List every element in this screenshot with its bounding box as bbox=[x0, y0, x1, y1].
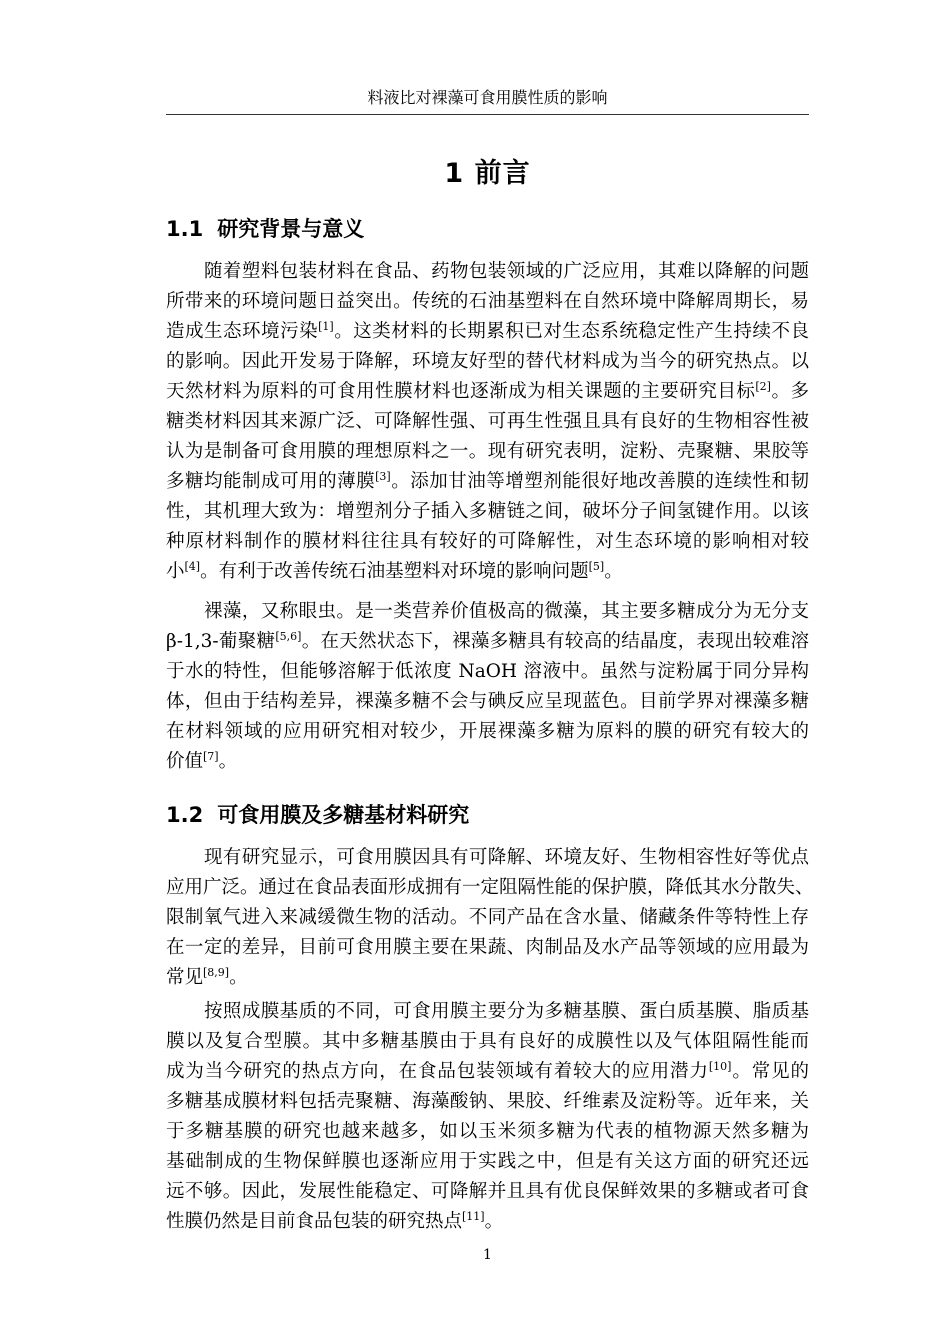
section-title: 可食用膜及多糖基材料研究 bbox=[217, 803, 470, 827]
text-line: 性，其机理大致为：增塑剂分子插入多糖链之间，破坏分子间氢键作用。以该 bbox=[166, 501, 809, 522]
text-line: 在一定的差异，目前可食用膜主要在果蔬、肉制品及水产品等领域的应用最为 bbox=[166, 937, 809, 958]
text-line: 所带来的环境问题日益突出。传统的石油基塑料在自然环境中降解周期长，易 bbox=[166, 291, 809, 312]
text-line: 天然材料为原料的可食用性膜材料也逐渐成为相关课题的主要研究目标[2]。多 bbox=[166, 380, 809, 402]
section-heading-1-2 bbox=[166, 800, 809, 830]
text-line: β-1,3-葡聚糖[5,6]。在天然状态下，裸藻多糖具有较高的结晶度，表现出较难溶 bbox=[166, 630, 809, 652]
text-line: 小[4]。有利于改善传统石油基塑料对环境的影响问题[5]。 bbox=[166, 560, 623, 582]
text-line: 多糖基成膜材料包括壳聚糖、海藻酸钠、果胶、纤维素及淀粉等。近年来，关 bbox=[166, 1091, 809, 1112]
text-line: 裸藻，又称眼虫。是一类营养价值极高的微藻，其主要多糖成分为无分支 bbox=[204, 601, 809, 622]
text-line: 在材料领域的应用研究相对较少，开展裸藻多糖为原料的膜的研究有较大的 bbox=[166, 721, 809, 742]
text-line: 造成生态环境污染[1]。这类材料的长期累积已对生态系统稳定性产生持续不良 bbox=[166, 320, 809, 342]
text-line: 常见[8,9]。 bbox=[166, 966, 248, 988]
text-line: 性膜仍然是目前食品包装的研究热点[11]。 bbox=[166, 1210, 504, 1232]
citation: [7] bbox=[203, 750, 219, 763]
citation: [10] bbox=[708, 1060, 732, 1073]
text-line: 成为当今研究的热点方向，在食品包装领域有着较大的应用潜力[10]。常见的 bbox=[166, 1060, 809, 1082]
running-header: 料液比对裸藻可食用膜性质的影响 bbox=[367, 88, 608, 107]
citation: [3] bbox=[375, 470, 391, 483]
citation: [5,6] bbox=[275, 630, 302, 643]
text-line: 按照成膜基质的不同，可食用膜主要分为多糖基膜、蛋白质基膜、脂质基 bbox=[204, 1001, 809, 1022]
citation: [5] bbox=[588, 560, 605, 573]
text-line: 现有研究显示，可食用膜因具有可降解、环境友好、生物相容性好等优点 bbox=[204, 847, 809, 868]
section-number: 1.2 bbox=[166, 803, 204, 827]
text-line: 远不够。因此，发展性能稳定、可降解并且具有优良保鲜效果的多糖或者可食 bbox=[166, 1181, 809, 1202]
citation: [8,9] bbox=[203, 966, 230, 979]
citation: [11] bbox=[462, 1210, 485, 1223]
citation: [4] bbox=[184, 560, 201, 573]
text-line: 糖类材料因其来源广泛、可降解性强、可再生性强且具有良好的生物相容性被 bbox=[166, 411, 809, 432]
paragraph-background-2 bbox=[166, 597, 809, 777]
text-line: 应用广泛。通过在食品表面形成拥有一定阻隔性能的保护膜，降低其水分散失、 bbox=[166, 877, 814, 898]
chapter-title: 1 前言 bbox=[444, 158, 531, 189]
paragraph-edible-film-1 bbox=[166, 843, 814, 993]
paragraph-background-1 bbox=[166, 257, 809, 587]
section-heading-1-1 bbox=[166, 214, 809, 244]
paragraph-edible-film-2 bbox=[166, 997, 809, 1237]
text-line: 基础制成的生物保鲜膜也逐渐应用于实践之中，但是有关这方面的研究还远 bbox=[166, 1151, 809, 1172]
text-line: 价值[7]。 bbox=[166, 750, 238, 772]
text-line: 膜以及复合型膜。其中多糖基膜由于具有良好的成膜性以及气体阻隔性能而 bbox=[166, 1031, 809, 1052]
section-title: 研究背景与意义 bbox=[217, 217, 365, 241]
text-line: 随着塑料包装材料在食品、药物包装领域的广泛应用，其难以降解的问题 bbox=[204, 261, 809, 282]
page-number: 1 bbox=[483, 1247, 492, 1263]
text-line: 于水的特性，但能够溶解于低浓度 NaOH 溶液中。虽然与淀粉属于同分异构 bbox=[166, 661, 809, 682]
text-line: 体，但由于结构差异，裸藻多糖不会与碘反应呈现蓝色。目前学界对裸藻多糖 bbox=[166, 691, 809, 712]
citation: [1] bbox=[318, 320, 334, 333]
text-line: 的影响。因此开发易于降解，环境友好型的替代材料成为当今的研究热点。以 bbox=[166, 351, 809, 372]
section-number: 1.1 bbox=[166, 217, 204, 241]
text-line: 种原材料制作的膜材料往往具有较好的可降解性，对生态环境的影响相对较 bbox=[166, 531, 809, 552]
citation: [2] bbox=[755, 380, 771, 393]
text-line: 于多糖基膜的研究也越来越多，如以玉米须多糖为代表的植物源天然多糖为 bbox=[166, 1121, 809, 1142]
text-line: 认为是制备可食用膜的理想原料之一。现有研究表明，淀粉、壳聚糖、果胶等 bbox=[166, 441, 809, 462]
header-rule bbox=[166, 114, 809, 115]
text-line: 限制氧气进入来减缓微生物的活动。不同产品在含水量、储藏条件等特性上存 bbox=[166, 907, 809, 928]
text-line: 多糖均能制成可用的薄膜[3]。添加甘油等增塑剂能很好地改善膜的连续性和韧 bbox=[166, 470, 809, 492]
